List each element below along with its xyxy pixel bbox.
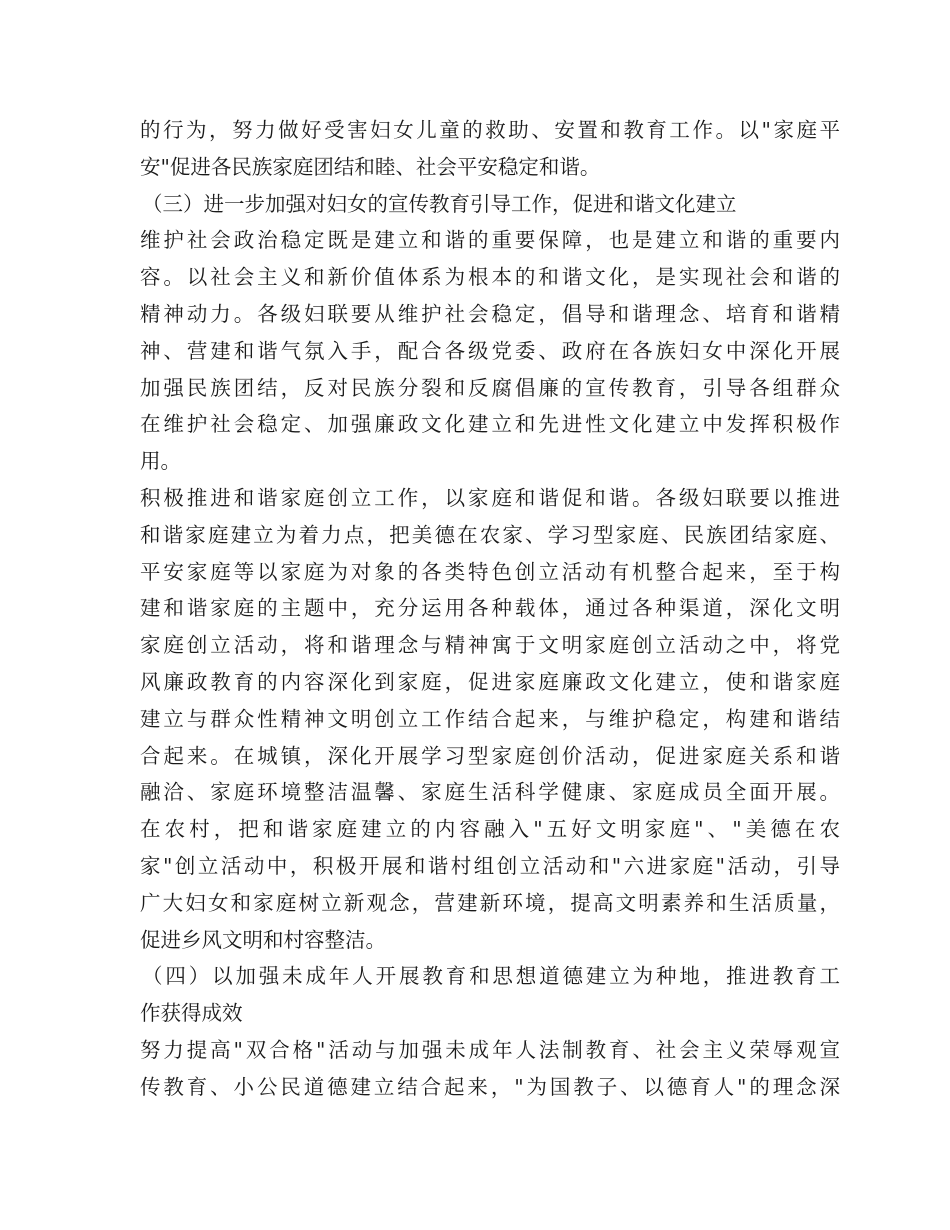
body-text-line: 在维护社会稳定、加强廉政文化建立和先进性文化建立中发挥积极作 [140,412,840,437]
body-text-line: 促进乡风文明和村容整洁。 [140,927,386,952]
document-body [140,112,840,1106]
body-text-line: 融洽、家庭环境整洁温馨、家庭生活科学健康、家庭成员全面开展。 [140,780,840,805]
body-text-line: 努力提高"双合格"活动与加强未成年人法制教育、社会主义荣辱观宣 [140,1037,840,1062]
body-text-line: 建立与群众性精神文明创立工作结合起来，与维护稳定，构建和谐结 [140,706,840,731]
body-text-line: 建和谐家庭的主题中，充分运用各种载体，通过各种渠道，深化文明 [140,596,840,621]
body-text-line: 平安家庭等以家庭为对象的各类特色创立活动有机整合起来，至于构 [140,559,840,584]
body-text-line: 作获得成效 [140,1001,243,1026]
body-text-line: 风廉政教育的内容深化到家庭，促进家庭廉政文化建立，使和谐家庭 [140,669,840,694]
body-text-line: 合起来。在城镇，深化开展学习型家庭创价活动，促进家庭关系和谐 [140,743,840,768]
body-text-line: 广大妇女和家庭树立新观念，营建新环境，提高文明素养和生活质量， [140,890,840,915]
body-text-line: 安"促进各民族家庭团结和睦、社会平安稳定和谐。 [140,154,601,179]
body-text-line: 在农村，把和谐家庭建立的内容融入"五好文明家庭"、"美德在农 [140,817,840,842]
body-text-line: 积极推进和谐家庭创立工作，以家庭和谐促和谐。各级妇联要以推进 [140,485,840,510]
section-heading-line: （四）以加强未成年人开展教育和思想道德建立为种地，推进教育工 [142,964,840,989]
section-heading-line: （三）进一步加强对妇女的宣传教育引导工作，促进和谐文化建立 [142,191,737,216]
body-text-line: 精神动力。各级妇联要从维护社会稳定，倡导和谐理念、培育和谐精 [140,301,840,326]
body-text-line: 容。以社会主义和新价值体系为根本的和谐文化，是实现社会和谐的 [140,265,840,290]
body-text-line: 用。 [140,449,181,474]
body-text-line: 家庭创立活动，将和谐理念与精神寓于文明家庭创立活动之中，将党 [140,633,840,658]
body-text-line: 加强民族团结，反对民族分裂和反腐倡廉的宣传教育，引导各组群众 [140,375,840,400]
body-text-line: 家"创立活动中，积极开展和谐村组创立活动和"六进家庭"活动，引导 [140,853,840,878]
body-text-line: 和谐家庭建立为着力点，把美德在农家、学习型家庭、民族团结家庭、 [140,522,840,547]
body-text-line: 传教育、小公民道德建立结合起来，"为国教子、以德育人"的理念深 [140,1074,840,1099]
body-text-line: 维护社会政治稳定既是建立和谐的重要保障，也是建立和谐的重要内 [140,228,840,253]
body-text-line: 神、营建和谐气氛入手，配合各级党委、政府在各族妇女中深化开展 [140,338,840,363]
body-text-line: 的行为，努力做好受害妇女儿童的救助、安置和教育工作。以"家庭平 [140,118,840,142]
